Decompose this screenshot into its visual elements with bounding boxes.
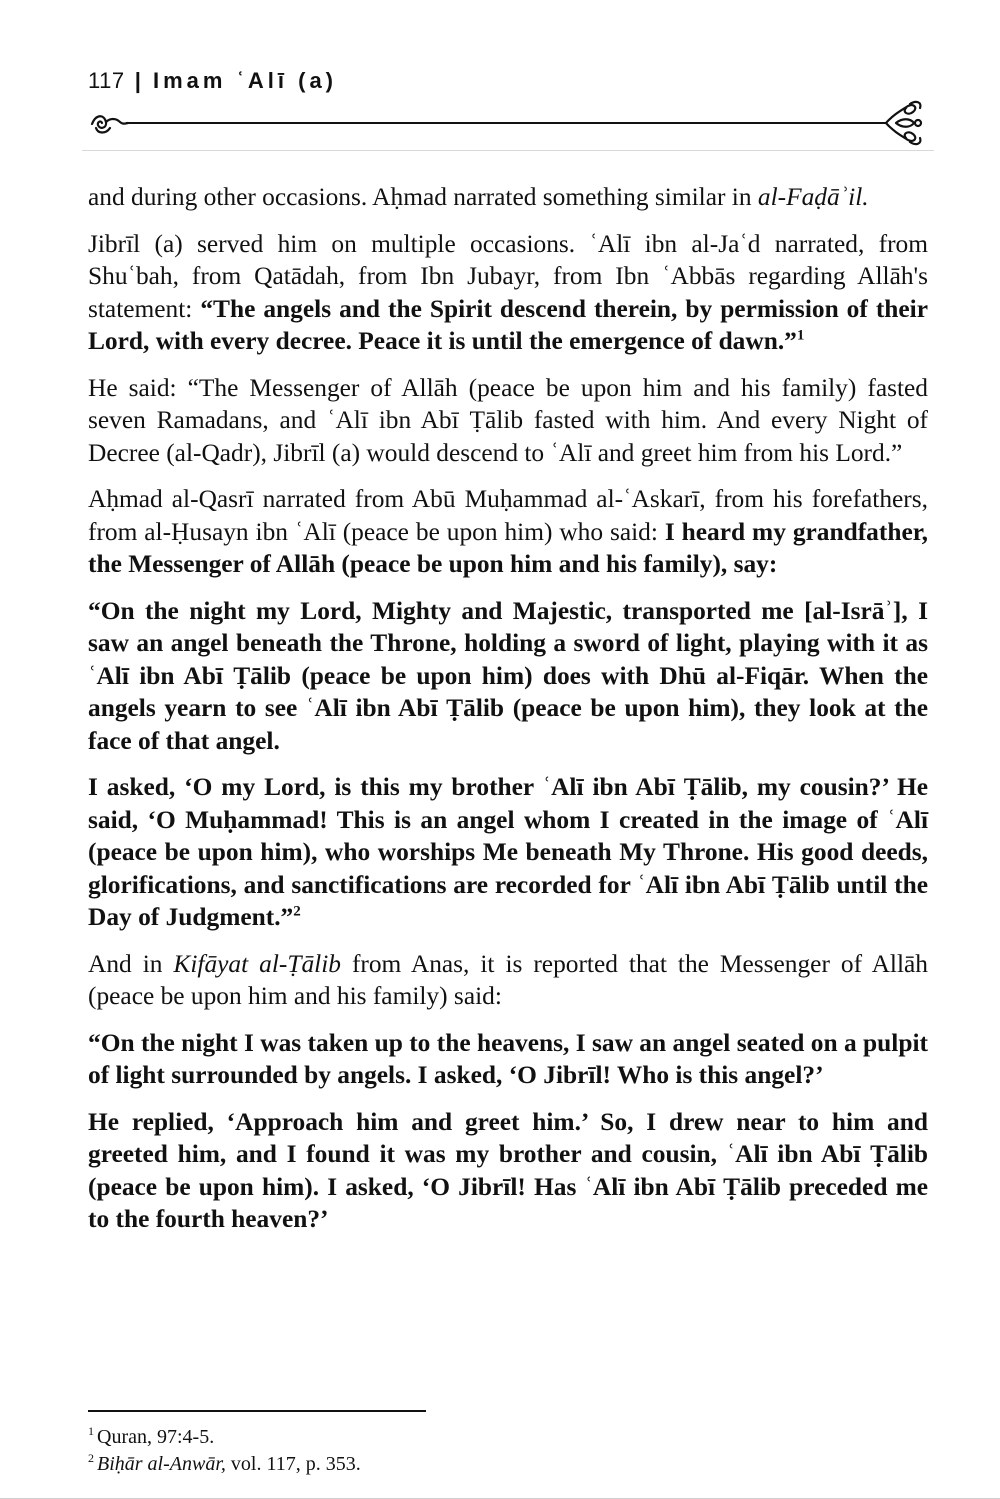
footnote-marker: 1 [796,327,805,344]
paragraph-text: Jibrīl (a) served him on multiple occasions. ʿAlī ibn al-Jaʿd narrated, from Shuʿbah, from Qatādah, from Ibn Jubayr, from Ibn ʿAbbās regarding Allāh's statement: [88,229,928,323]
paragraph [88,948,928,1013]
paragraph-text: He said: “The Messenger of Allāh (peace be upon him and his family) fasted seven Ramadans, and ʿAlī ibn Abī Ṭālib fasted with him. And every Night of Decree (al-Qadr), Jibrīl (a) would descend to ʿAlī and greet him from his Lord.” [88,373,928,467]
footnote [88,1424,928,1451]
header-ornament-divider [88,100,928,146]
paragraph-text: I asked, ‘O my Lord, is this my brother ʿAlī ibn Abī Ṭālib, my cousin?’ He said, ‘O Muḥammad! This is an angel whom I created in the image of ʿAlī (peace be upon him), who worships Me beneath My Throne. His good deeds, glorifications, and sanctifications are recorded for ʿAlī ibn Abī Ṭālib until the Day of Judgment.” [88,773,928,931]
paragraph [88,483,928,581]
paragraph [88,595,928,758]
footnote-marker: 2 [293,903,301,920]
running-header [88,68,337,94]
paragraph-text: from Anas, it is reported that the Messenger of Allāh (peace be upon him and his family) said: [88,949,929,1010]
footnote-text: vol. 117, p. 353. [225,1453,361,1475]
left-flourish-icon [92,116,128,132]
footnote-text: Biḥār al-Anwār, [97,1453,226,1475]
footnote [88,1451,928,1478]
header-separator: | [134,68,141,93]
paragraph [88,228,928,358]
paragraph-text: And in [88,949,174,978]
footnote-number: 1 [88,1424,94,1439]
paragraph [88,1027,928,1092]
paragraph-text: Kifāyat al-Ṭālib [173,949,341,978]
paragraph-text: He replied, ‘Approach him and greet him.’ So, I drew near to him and greeted him, and I found it was my brother and cousin, ʿAlī ibn Abī Ṭālib (peace be upon him). I asked, ‘O Jibrīl! Has ʿAlī ibn Abī Ṭālib preceded me to the fourth heaven?’ [88,1107,928,1233]
footnote-text: Quran, 97:4-5. [97,1426,215,1448]
body-text [88,181,928,1250]
paragraph-text: Aḥmad al-Qasrī narrated from Abū Muḥammad al-ʿAskarī, from his forefathers, from al-Ḥusayn ibn ʿAlī (peace be upon him) who said: [88,485,928,546]
paragraph-text: and during other occasions. Aḥmad narrated something similar in [88,183,758,211]
page-number: 117 [88,68,125,93]
footnote-separator [88,1410,426,1412]
paragraph-text: “On the night I was taken up to the heavens, I saw an angel seated on a pulpit of light surrounded by angels. I asked, ‘O Jibrīl! Who is this angel?’ [88,1028,928,1089]
paragraph [88,181,928,214]
paragraph-text: al-Faḍāʾil. [757,183,869,211]
header-rule [82,150,934,151]
running-title: Imam ʿAlī (a) [152,68,338,93]
right-flourish-icon [886,102,921,144]
paragraph-text: “On the night my Lord, Mighty and Majestic, transported me [al-Isrāʾ], I saw an angel beneath the Throne, holding a sword of light, playing with it as ʿAlī ibn Abī Ṭālib (peace be upon him) does with Dhū al-Fiqār. When the angels yearn to see ʿAlī ibn Abī Ṭālib (peace be upon him), they look at the face of that angel. [88,596,928,755]
footnotes [88,1424,928,1478]
paragraph-text: “The angels and the Spirit descend therein, by permission of their Lord, with every decree. Peace it is until the emergence of dawn.” [88,294,928,355]
paragraph [88,1106,928,1236]
paragraph [88,771,928,934]
paragraph [88,372,928,470]
footnote-number: 2 [88,1451,94,1466]
paragraph-text: I heard my grandfather, the Messenger of Allāh (peace be upon him and his family), say: [88,517,929,578]
